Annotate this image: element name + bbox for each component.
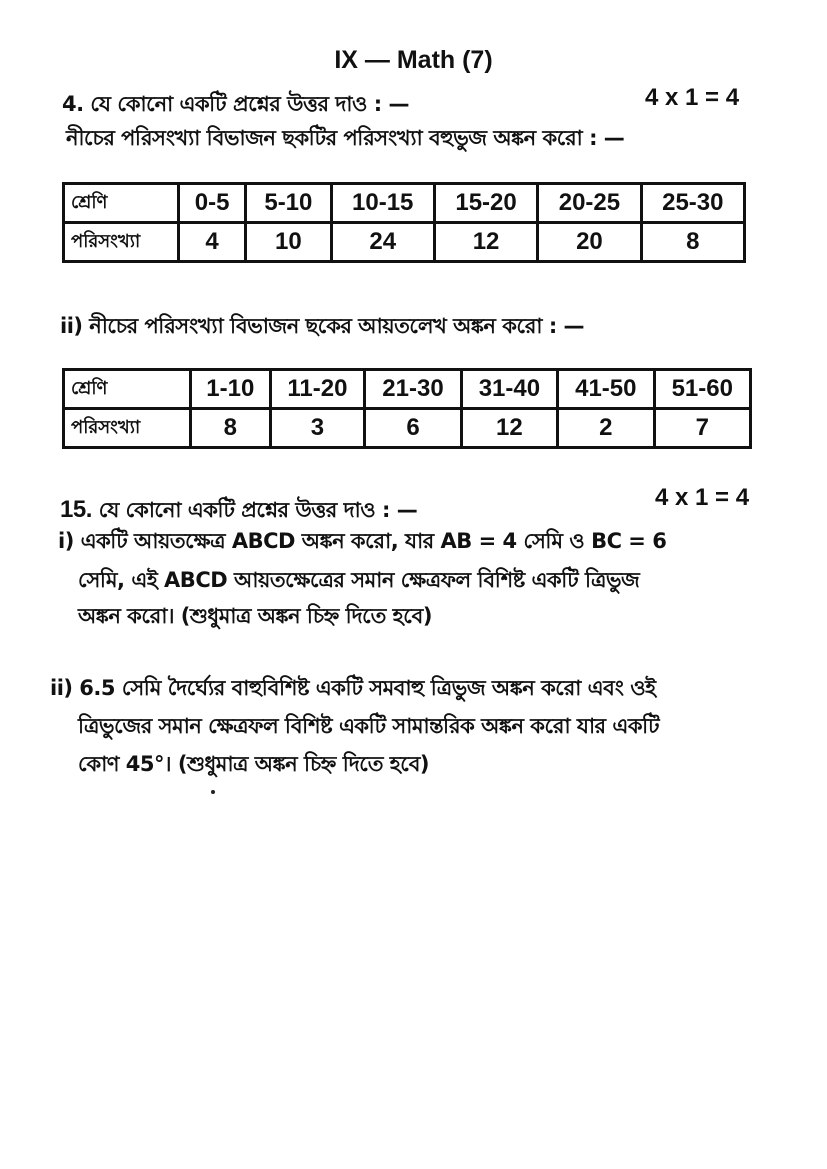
q15-marks: 4 x 1 = 4 — [655, 484, 750, 511]
frequency-cell: 10 — [246, 223, 331, 262]
class-cell: 15-20 — [434, 184, 537, 223]
frequency-cell: 24 — [331, 223, 434, 262]
q15-part-ii-line-2: ত্রিভুজের সমান ক্ষেত্রফল বিশিষ্ট একটি সামান্তরিক অঙ্কন করো যার একটি — [78, 714, 660, 738]
class-cell: 11-20 — [270, 370, 365, 409]
frequency-table-2 — [62, 368, 752, 449]
frequency-cell: 8 — [191, 409, 271, 448]
frequency-cell: 7 — [654, 409, 750, 448]
class-cell: 10-15 — [331, 184, 434, 223]
class-cell: 0-5 — [179, 184, 246, 223]
frequency-cell: 2 — [558, 409, 654, 448]
q14-number: 4. — [62, 92, 84, 116]
q14-instruction: যে কোনো একটি প্রশ্নের উত্তর দাও : — — [90, 92, 409, 116]
row-label: শ্রেণি — [64, 184, 179, 223]
table-row-frequencies — [64, 409, 751, 448]
q15-instruction: যে কোনো একটি প্রশ্নের উত্তর দাও : — — [98, 498, 418, 522]
frequency-cell: 4 — [179, 223, 246, 262]
frequency-cell: 12 — [434, 223, 537, 262]
frequency-cell: 6 — [365, 409, 461, 448]
class-cell: 20-25 — [538, 184, 641, 223]
q15-part-i-line-2: সেমি, এই ABCD আয়তক্ষেত্রের সমান ক্ষেত্রফল বিশিষ্ট একটি ত্রিভুজ — [78, 568, 640, 592]
scan-speck — [211, 790, 215, 794]
class-cell: 1-10 — [191, 370, 271, 409]
table-row-classes — [64, 184, 745, 223]
row-label: শ্রেণি — [64, 370, 191, 409]
frequency-table-1 — [62, 182, 746, 263]
frequency-cell: 8 — [641, 223, 744, 262]
class-cell: 5-10 — [246, 184, 331, 223]
row-label: পরিসংখ্যা — [64, 409, 191, 448]
q14-header — [62, 88, 409, 123]
q14-marks: 4 x 1 = 4 — [645, 84, 740, 111]
q15-header — [60, 494, 417, 529]
table-row-frequencies — [64, 223, 745, 262]
q15-part-ii-line-1: ii) 6.5 সেমি দৈর্ঘ্যের বাহুবিশিষ্ট একটি সমবাহু ত্রিভুজ অঙ্কন করো এবং ওই — [50, 676, 656, 700]
q14-part-ii-text: ii) নীচের পরিসংখ্যা বিভাজন ছকের আয়তলেখ অঙ্কন করো : — — [60, 314, 585, 338]
class-cell: 25-30 — [641, 184, 744, 223]
q15-part-i-line-1: i) একটি আয়তক্ষেত্র ABCD অঙ্কন করো, যার AB = 4 সেমি ও BC = 6 — [58, 529, 667, 553]
row-label: পরিসংখ্যা — [64, 223, 179, 262]
class-cell: 21-30 — [365, 370, 461, 409]
class-cell: 41-50 — [558, 370, 654, 409]
page-title: IX — Math (7) — [334, 46, 493, 74]
q15-part-ii-line-3: কোণ 45°। (শুধুমাত্র অঙ্কন চিহ্ন দিতে হবে) — [78, 752, 430, 776]
frequency-cell: 20 — [538, 223, 641, 262]
class-cell: 31-40 — [461, 370, 557, 409]
class-cell: 51-60 — [654, 370, 750, 409]
frequency-cell: 12 — [461, 409, 557, 448]
table-row-classes — [64, 370, 751, 409]
q15-part-i-line-3: অঙ্কন করো। (শুধুমাত্র অঙ্কন চিহ্ন দিতে হবে) — [78, 604, 432, 628]
q15-number: 15. — [60, 496, 92, 523]
q14-part-i-text: নীচের পরিসংখ্যা বিভাজন ছকটির পরিসংখ্যা বহুভুজ অঙ্কন করো : — — [66, 126, 625, 150]
frequency-cell: 3 — [270, 409, 365, 448]
